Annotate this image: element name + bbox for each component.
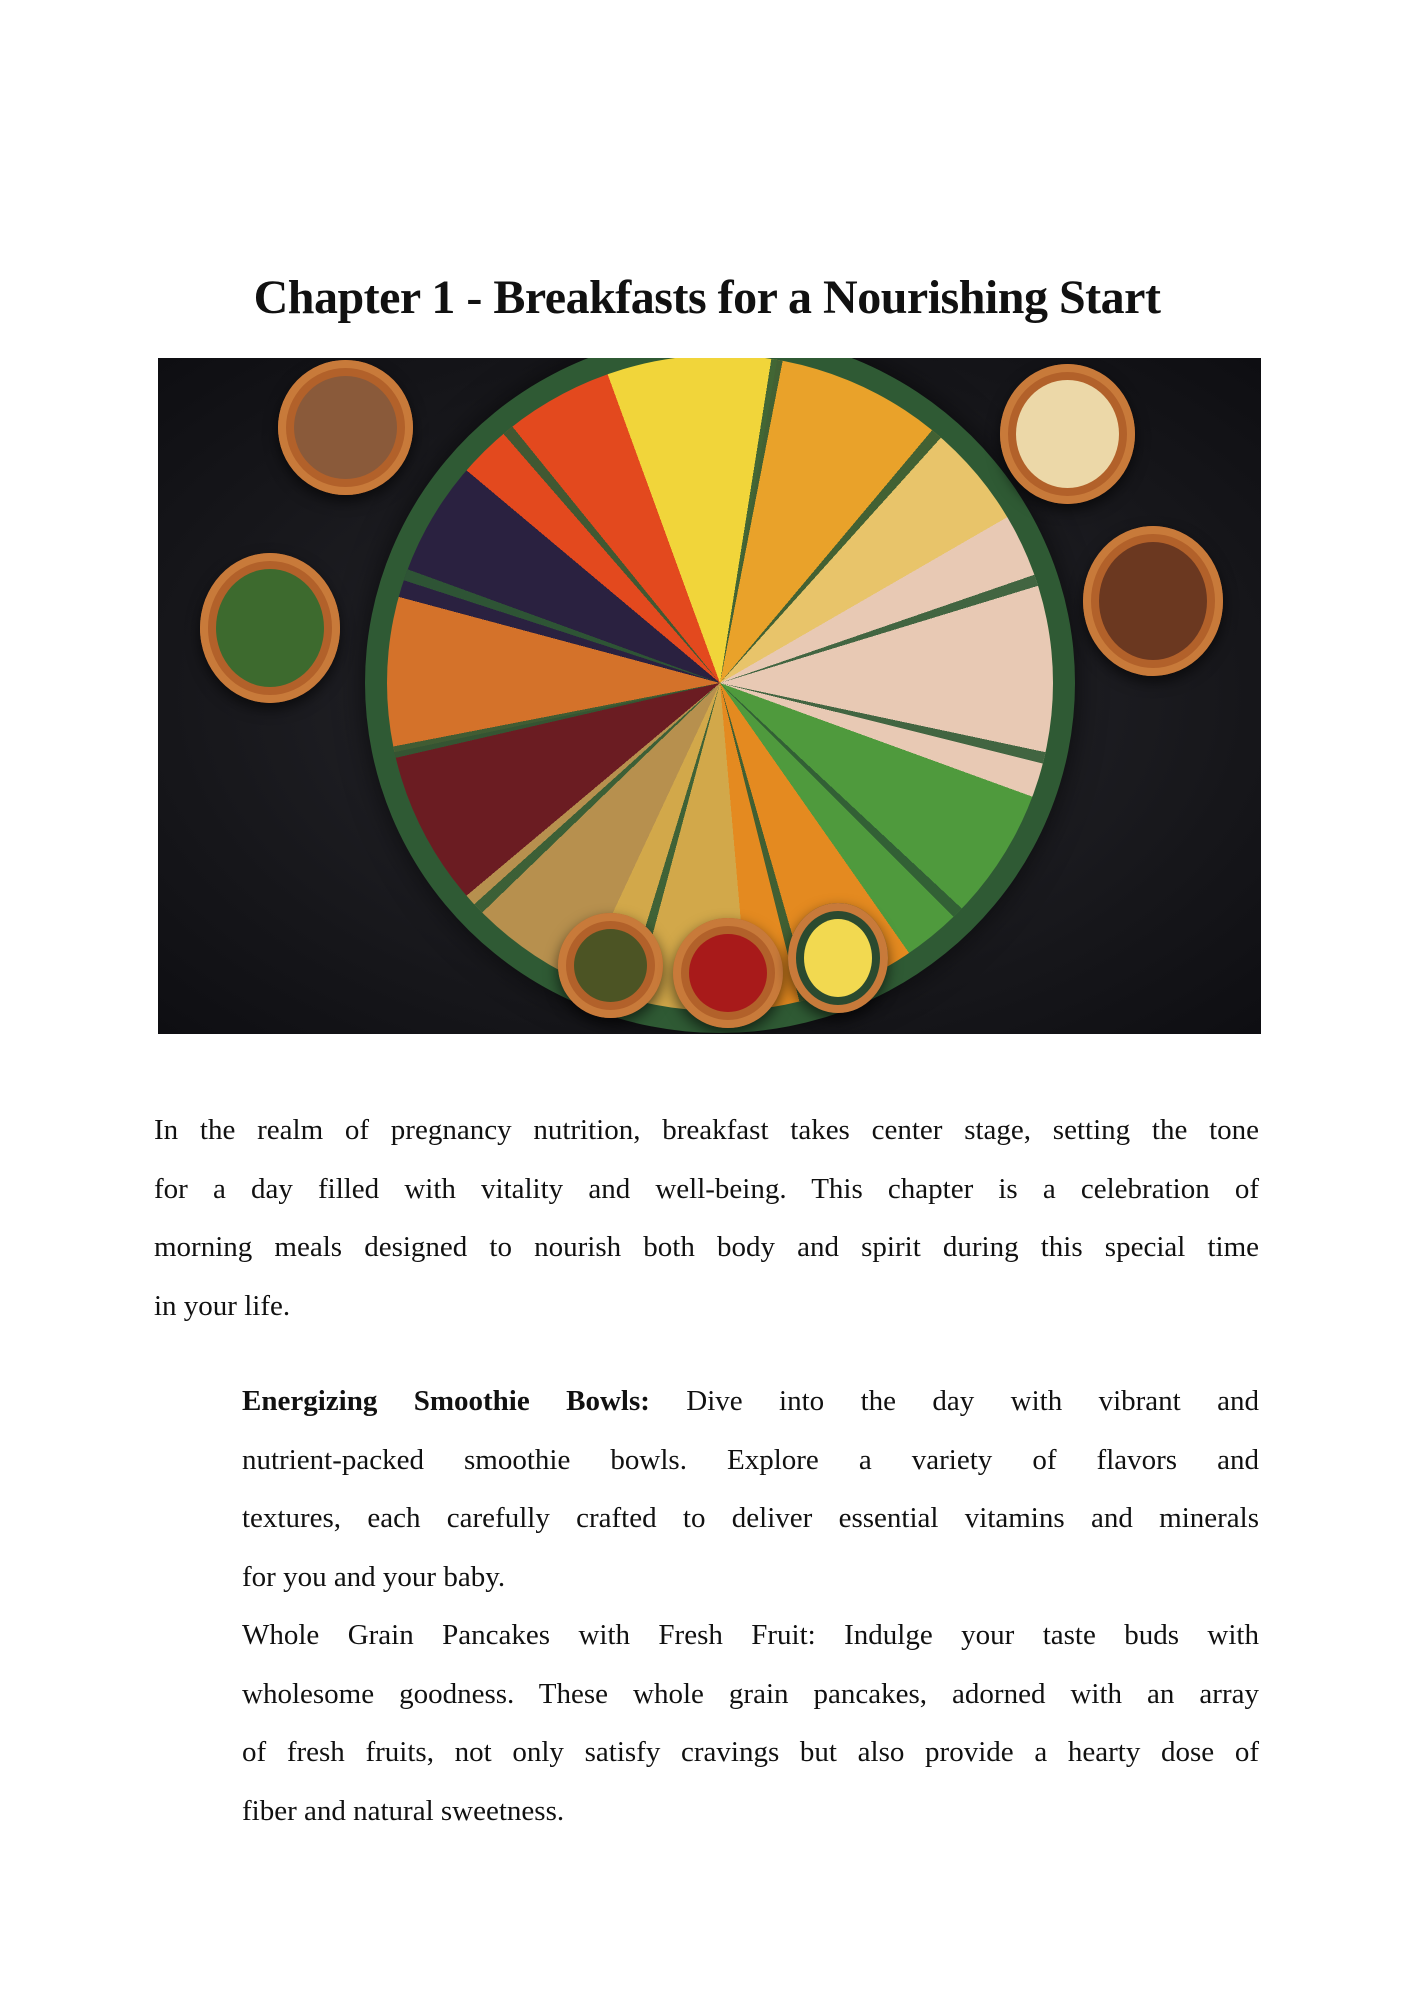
plate-dividers [387, 358, 1053, 1011]
breakfast-food-plate-image [158, 358, 1261, 1034]
list-item-line: nutrient-packed smoothie bowls. Explore a variety of flavors and [242, 1443, 1259, 1476]
bowl-berries [673, 918, 783, 1028]
page-title: Chapter 1 - Breakfasts for a Nourishing Start [253, 271, 1161, 324]
intro-paragraph [154, 1101, 1259, 1335]
list-item-line: wholesome goodness. These whole grain pancakes, adorned with an array [242, 1677, 1259, 1710]
bowl-nuts [1083, 526, 1223, 676]
paragraph-line: In the realm of pregnancy nutrition, breakfast takes center stage, setting the tone [154, 1114, 1259, 1146]
recipe-list [242, 1372, 1259, 1840]
paragraph-line: for a day filled with vitality and well-being. This chapter is a celebration of [154, 1172, 1259, 1205]
item-label: Energizing Smoothie Bowls: [242, 1385, 650, 1417]
list-item-heading-line [242, 1372, 1259, 1431]
list-item-line: of fresh fruits, not only satisfy cravings but also provide a hearty dose of [242, 1736, 1259, 1768]
list-item-line: Whole Grain Pancakes with Fresh Fruit: Indulge your taste buds with [242, 1619, 1259, 1651]
list-item-line: fiber and natural sweetness. [242, 1794, 565, 1827]
list-item-line: for you and your baby. [242, 1560, 506, 1593]
paragraph-line: morning meals designed to nourish both body and spirit during this special time [154, 1231, 1259, 1263]
bowl-almond-slices [1000, 364, 1135, 504]
list-item-line: textures, each carefully crafted to deliver essential vitamins and minerals [242, 1502, 1259, 1534]
bowl-seeds [558, 913, 663, 1018]
bowl-lemon [788, 903, 888, 1013]
item-text: Dive into the day with vibrant and [649, 1385, 1259, 1417]
bowl-broccoli [200, 553, 340, 703]
paragraph-line: in your life. [154, 1289, 291, 1322]
bowl-grains [278, 360, 413, 495]
